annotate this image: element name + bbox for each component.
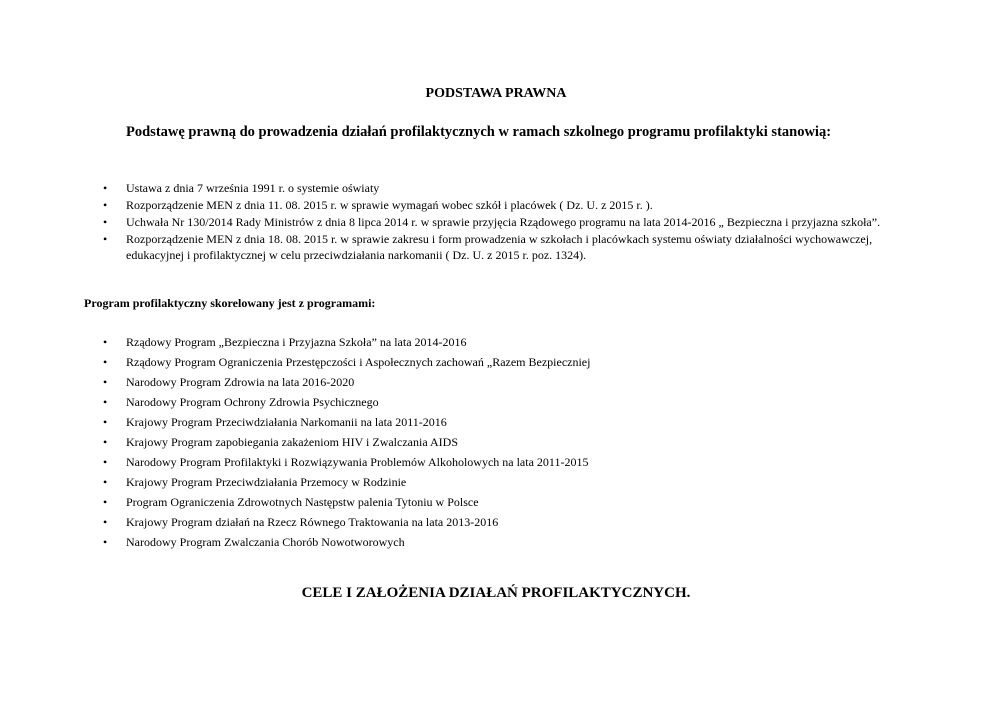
bullet-icon: •: [103, 475, 108, 489]
list-item-text: Krajowy Program Przeciwdziałania Przemocy w Rodzinie: [126, 475, 407, 489]
list-item: [103, 532, 863, 552]
list-item-text: Narodowy Program Profilaktyki i Rozwiązywania Problemów Alkoholowych na lata 2011-2015: [126, 455, 589, 469]
list-item: [103, 180, 913, 196]
list-item-text: Rządowy Program Ograniczenia Przestępczości i Aspołecznych zachowań „Razem Bezpieczniej: [126, 355, 591, 369]
list-item-text: Narodowy Program Zwalczania Chorób Nowotworowych: [126, 535, 405, 549]
bullet-icon: •: [103, 181, 108, 195]
bullet-icon: •: [103, 395, 108, 409]
list-item: [103, 332, 863, 352]
bullet-icon: •: [103, 198, 108, 212]
bullet-icon: •: [103, 495, 108, 509]
intro-paragraph: Podstawę prawną do prowadzenia działań profilaktycznych w ramach szkolnego programu profilaktyki stanowią:: [126, 124, 832, 140]
list-item: [103, 472, 863, 492]
bullet-icon: •: [103, 515, 108, 529]
list-item-text: Krajowy Program Przeciwdziałania Narkomanii na lata 2011-2016: [126, 415, 447, 429]
legal-basis-list: [103, 180, 913, 264]
bullet-icon: •: [103, 535, 108, 549]
bullet-icon: •: [103, 455, 108, 469]
bullet-icon: •: [103, 375, 108, 389]
list-item: [103, 197, 913, 213]
list-item-text: Rządowy Program „Bezpieczna i Przyjazna Szkoła” na lata 2014-2016: [126, 335, 467, 349]
bullet-icon: •: [103, 215, 108, 229]
list-item-text: Program Ograniczenia Zdrowotnych Następstw palenia Tytoniu w Polsce: [126, 495, 479, 509]
list-item: [103, 452, 863, 472]
list-item-text: Krajowy Program działań na Rzecz Równego Traktowania na lata 2013-2016: [126, 515, 499, 529]
page-title: PODSTAWA PRAWNA: [425, 86, 567, 101]
list-item: [103, 214, 913, 230]
list-item-text: Krajowy Program zapobiegania zakażeniom HIV i Zwalczania AIDS: [126, 435, 458, 449]
list-item: [103, 372, 863, 392]
bullet-icon: •: [103, 415, 108, 429]
list-item: [103, 352, 863, 372]
list-item-text: Uchwała Nr 130/2014 Rady Ministrów z dnia 8 lipca 2014 r. w sprawie przyjęcia Rządowego programu na lata 2014-2016 „ Bezpieczna i przyjazna szkoła”.: [126, 215, 881, 229]
list-item: [103, 512, 863, 532]
list-item: [103, 231, 913, 263]
list-item: [103, 432, 863, 452]
programs-heading: Program profilaktyczny skorelowany jest z programami:: [84, 296, 376, 310]
list-item-text: Narodowy Program Ochrony Zdrowia Psychicznego: [126, 395, 379, 409]
list-item-text: Rozporządzenie MEN z dnia 18. 08. 2015 r. w sprawie zakresu i form prowadzenia w szkołach i placówkach systemu oświaty działalności wychowawczej, edukacyjnej i profilaktycznej w celu przeciwdziałania narkomanii ( Dz. U. z 2015 r. poz. 1324).: [126, 232, 873, 262]
programs-list: [103, 332, 863, 552]
list-item-text: Narodowy Program Zdrowia na lata 2016-2020: [126, 375, 355, 389]
bullet-icon: •: [103, 335, 108, 349]
list-item-text: Ustawa z dnia 7 września 1991 r. o systemie oświaty: [126, 181, 380, 195]
goals-heading: CELE I ZAŁOŻENIA DZIAŁAŃ PROFILAKTYCZNYCH.: [301, 585, 691, 601]
list-item: [103, 492, 863, 512]
bullet-icon: •: [103, 355, 108, 369]
list-item: [103, 412, 863, 432]
list-item-text: Rozporządzenie MEN z dnia 11. 08. 2015 r. w sprawie wymagań wobec szkół i placówek ( Dz. U. z 2015 r. ).: [126, 198, 653, 212]
bullet-icon: •: [103, 232, 108, 246]
list-item: [103, 392, 863, 412]
bullet-icon: •: [103, 435, 108, 449]
